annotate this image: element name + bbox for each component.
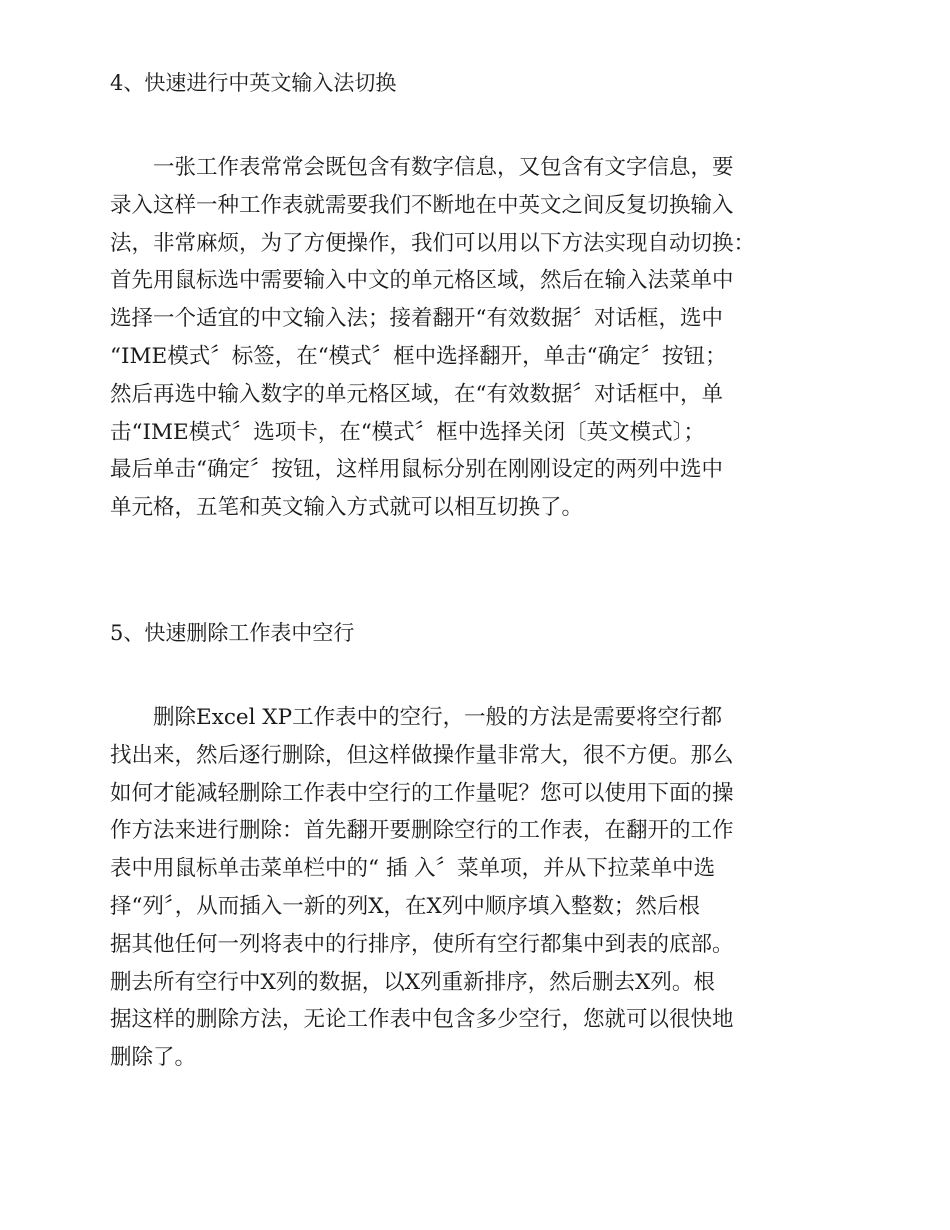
paragraph-line: 删去所有空行中X列的数据，以X列重新排序，然后删去X列。根: [110, 969, 715, 995]
paragraph-line: 表中用鼠标单击菜单栏中的“ 插 入〞菜单项，并从下拉菜单中选: [110, 856, 716, 882]
paragraph-line: 据这样的删除方法，无论工作表中包含多少空行，您就可以很快地: [110, 1007, 734, 1033]
paragraph-line: 录入这样一种工作表就需要我们不断地在中英文之间反复切换输入: [110, 192, 734, 218]
section-heading-4: 4、快速进行中英文输入法切换: [110, 71, 397, 95]
paragraph-line: “IME模式〞标签，在“模式〞框中选择翻开，单击“确定〞按钮；: [110, 343, 727, 369]
paragraph-line: 删除了。: [110, 1045, 197, 1071]
paragraph-line: 择“列〞，从而插入一新的列X，在X列中顺序填入整数；然后根: [110, 893, 700, 919]
paragraph-line: 删除Excel XP工作表中的空行，一般的方法是需要将空行都: [110, 705, 723, 730]
paragraph-line: 选择一个适宜的中文输入法；接着翻开“有效数据〞对话框，选中: [110, 306, 723, 332]
paragraph-line: 然后再选中输入数字的单元格区域，在“有效数据〞对话框中，单: [110, 381, 723, 407]
paragraph-line: 据其他任何一列将表中的行排序，使所有空行都集中到表的底部。: [110, 931, 734, 957]
paragraph-line: 首先用鼠标选中需要输入中文的单元格区域，然后在输入法菜单中: [110, 268, 734, 294]
paragraph-line: 作方法来进行删除：首先翻开要删除空行的工作表，在翻开的工作: [110, 818, 734, 844]
paragraph-line: 击“IME模式〞选项卡，在“模式〞框中选择关闭〔英文模式〕；: [110, 419, 705, 445]
paragraph-line: 找出来，然后逐行删除，但这样做操作量非常大，很不方便。那么: [110, 742, 734, 768]
paragraph-line: 单元格，五笔和英文输入方式就可以相互切换了。: [110, 495, 584, 521]
section-paragraph-4: [110, 149, 755, 527]
paragraph-line: 最后单击“确定〞按钮，这样用鼠标分别在刚刚设定的两列中选中: [110, 457, 723, 483]
paragraph-line: 一张工作表常常会既包含有数字信息，又包含有文字信息，要: [110, 155, 734, 180]
section-paragraph-5: [110, 699, 734, 1077]
paragraph-line: 如何才能减轻删除工作表中空行的工作量呢？您可以使用下面的操: [110, 780, 734, 806]
paragraph-line: 法，非常麻烦，为了方便操作，我们可以用以下方法实现自动切换：: [110, 230, 756, 256]
section-heading-5: 5、快速删除工作表中空行: [110, 621, 355, 645]
